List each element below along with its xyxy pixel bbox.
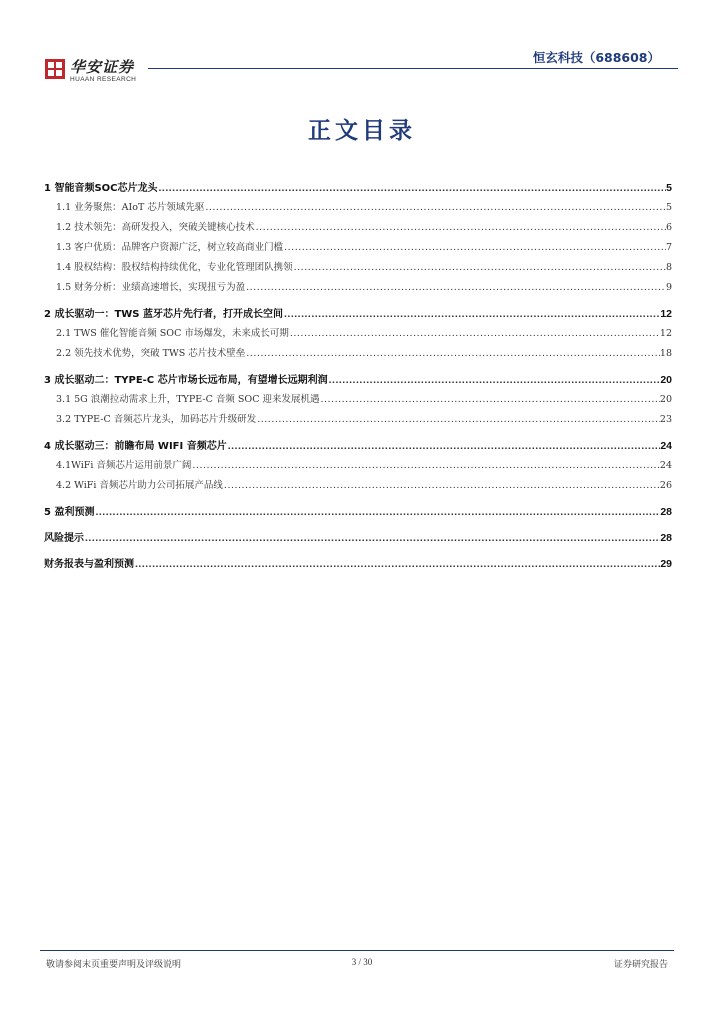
- header-company: 恒玄科技（688608）: [532, 50, 660, 65]
- toc-dot-leader: [320, 390, 660, 410]
- toc-subsection-link[interactable]: [44, 344, 672, 364]
- logo-text-en: HUAAN RESEARCH: [70, 76, 137, 83]
- toc-entry-label: 3.1 5G 浪潮拉动需求上升，TYPE-C 音频 SOC 迎来发展机遇: [56, 394, 320, 405]
- page-number: 3 / 30: [351, 957, 373, 967]
- footer-report-type: 证券研究报告: [613, 960, 668, 970]
- toc-dot-leader: [94, 502, 660, 522]
- toc-entry-label: 1.3 客户优质：品牌客户资源广泛，树立较高商业门槛: [56, 242, 284, 253]
- toc-section-link[interactable]: [44, 528, 672, 548]
- toc-dot-leader: [191, 456, 660, 476]
- toc-entry-label: 5 盈利预测: [44, 507, 95, 518]
- toc-section-link[interactable]: [44, 370, 672, 390]
- toc-entry-label: 3.2 TYPE-C 音频芯片龙头，加码芯片升级研发: [56, 414, 257, 425]
- toc-subsection-link[interactable]: [44, 456, 672, 476]
- toc-entry-label: 3 成长驱动二：TYPE-C 芯片市场长远布局，有望增长远期利润: [44, 375, 328, 386]
- toc-entry-label: 4.1WiFi 音频芯片运用前景广阔: [56, 460, 192, 471]
- toc-entry-label: 4.2 WiFi 音频芯片助力公司拓展产品线: [56, 480, 223, 491]
- toc-dot-leader: [293, 258, 666, 278]
- toc-entry-page: 8: [665, 262, 672, 273]
- logo: [44, 58, 144, 88]
- toc-entry-label: 2.2 领先技术优势，突破 TWS 芯片技术壁垒: [56, 348, 246, 359]
- toc-entry-page: 6: [665, 222, 672, 233]
- toc-dot-leader: [157, 178, 666, 198]
- toc-entry-page: 18: [659, 348, 672, 359]
- toc-dot-leader: [328, 370, 661, 390]
- toc-entry-page: 28: [660, 532, 672, 544]
- toc-dot-leader: [84, 528, 660, 548]
- toc-dot-leader: [134, 554, 660, 574]
- toc-section-link[interactable]: [44, 304, 672, 324]
- toc-entry-label: 1.1 业务聚焦：AIoT 芯片领域先驱: [56, 202, 205, 213]
- toc-entry-page: 20: [659, 394, 672, 405]
- toc-dot-leader: [223, 476, 660, 496]
- toc-entry-label: 1 智能音频SOC芯片龙头: [44, 183, 158, 194]
- toc-entry-label: 1.4 股权结构：股权结构持续优化，专业化管理团队携领: [56, 262, 293, 273]
- toc-subsection-link[interactable]: [44, 278, 672, 298]
- toc-dot-leader: [227, 436, 661, 456]
- toc-subsection-link[interactable]: [44, 238, 672, 258]
- footer-disclaimer: 敬请参阅末页重要声明及评级说明: [46, 960, 182, 970]
- toc-subsection-link[interactable]: [44, 198, 672, 218]
- toc-dot-leader: [245, 344, 660, 364]
- toc-entry-label: 风险提示: [44, 533, 84, 544]
- toc-entry-label: 财务报表与盈利预测: [44, 559, 134, 570]
- toc-entry-label: 2 成长驱动一：TWS 蓝牙芯片先行者，打开成长空间: [44, 309, 283, 320]
- toc-dot-leader: [283, 304, 660, 324]
- toc-entry-page: 12: [659, 328, 672, 339]
- toc-section-link[interactable]: [44, 502, 672, 522]
- toc-entry-label: 2.1 TWS 催化智能音频 SOC 市场爆发，未来成长可期: [56, 328, 289, 339]
- toc-dot-leader: [283, 238, 666, 258]
- toc-section-link[interactable]: [44, 554, 672, 574]
- toc-entry-page: 12: [660, 308, 672, 320]
- toc-entry-page: 24: [660, 440, 672, 452]
- toc-entry-label: 1.5 财务分析：业绩高速增长，实现扭亏为盈: [56, 282, 246, 293]
- toc-entry-page: 26: [659, 480, 672, 491]
- footer-divider: [40, 950, 674, 951]
- logo-text-cn: 华安证券: [70, 58, 135, 76]
- toc-entry-page: 7: [665, 242, 672, 253]
- toc-subsection-link[interactable]: [44, 324, 672, 344]
- toc-entry-page: 29: [660, 558, 672, 570]
- toc-entry-page: 24: [659, 460, 672, 471]
- toc-dot-leader: [255, 218, 666, 238]
- toc-dot-leader: [204, 198, 666, 218]
- huaan-logo-icon: [44, 58, 66, 80]
- toc-dot-leader: [256, 410, 660, 430]
- toc-subsection-link[interactable]: [44, 390, 672, 410]
- toc-section-link[interactable]: [44, 178, 672, 198]
- toc-subsection-link[interactable]: [44, 410, 672, 430]
- toc-entry-page: 20: [660, 374, 672, 386]
- toc-entry-page: 23: [659, 414, 672, 425]
- table-of-contents: [44, 172, 672, 574]
- toc-entry-page: 5: [665, 202, 672, 213]
- toc-subsection-link[interactable]: [44, 476, 672, 496]
- toc-dot-leader: [245, 278, 666, 298]
- toc-entry-page: 5: [666, 182, 672, 194]
- toc-entry-label: 1.2 技术领先：高研发投入，突破关键核心技术: [56, 222, 255, 233]
- toc-section-link[interactable]: [44, 436, 672, 456]
- toc-entry-label: 4 成长驱动三：前瞻布局 WIFI 音频芯片: [44, 441, 227, 452]
- toc-dot-leader: [289, 324, 660, 344]
- toc-entry-page: 28: [660, 506, 672, 518]
- toc-subsection-link[interactable]: [44, 218, 672, 238]
- header-divider: [148, 68, 678, 69]
- toc-subsection-link[interactable]: [44, 258, 672, 278]
- page-title: 正文目录: [308, 118, 416, 144]
- toc-entry-page: 9: [665, 282, 672, 293]
